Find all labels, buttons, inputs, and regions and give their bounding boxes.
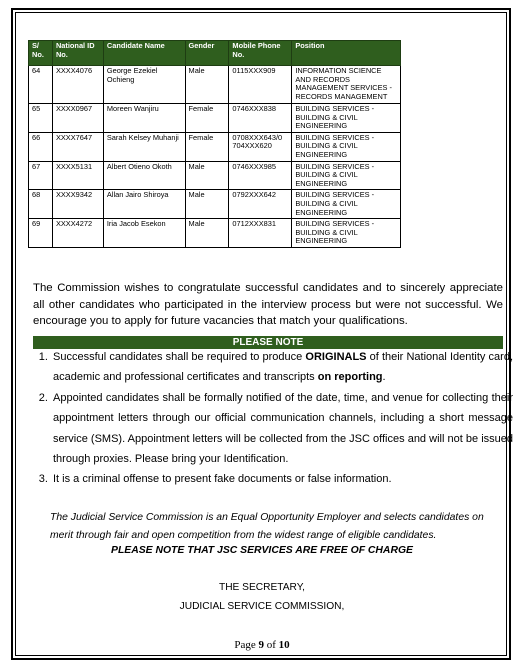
cell-national-id: XXXX9342 [52, 190, 103, 219]
signature-title: THE SECRETARY, [218, 582, 306, 593]
table-row [29, 161, 401, 190]
footer-of-word: of [266, 639, 276, 651]
equal-opportunity-statement: The Judicial Service Commission is an Equal Opportunity Employer and selects candidates on merit through fair and open competition from the widest range of eligible candidates. [50, 512, 484, 541]
cell-gender: Male [185, 219, 229, 248]
cell-gender: Male [185, 161, 229, 190]
note-emphasis-on-reporting: on reporting [317, 371, 383, 384]
note-item-text: of their National Identity card, academic and professional certificates and transcripts [53, 351, 513, 384]
cell-position: BUILDING SERVICES - BUILDING & CIVIL ENGINEERING [292, 132, 401, 161]
notes-list [33, 347, 513, 490]
cell-candidate-name: Iria Jacob Esekon [103, 219, 185, 248]
cell-mobile: 0708XXX643/0 704XXX620 [229, 132, 292, 161]
note-item-text: . [382, 371, 386, 384]
cell-position: BUILDING SERVICES - BUILDING & CIVIL ENGINEERING [292, 219, 401, 248]
cell-candidate-name: Albert Otieno Okoth [103, 161, 185, 190]
congratulations-paragraph: The Commission wishes to congratulate successful candidates and to sincerely appreciate all other candidates who participated in the interview process but were not successful. We encourage you to apply for future vacancies that match your qualifications. [33, 282, 503, 327]
cell-mobile: 0712XXX831 [229, 219, 292, 248]
cell-gender: Female [185, 132, 229, 161]
cell-mobile: 0115XXX909 [229, 66, 292, 104]
page-footer [0, 639, 524, 651]
cell-candidate-name: Allan Jairo Shiroya [103, 190, 185, 219]
col-header-position: Position [292, 41, 401, 66]
candidates-table [28, 40, 401, 248]
cell-mobile: 0792XXX642 [229, 190, 292, 219]
table-row [29, 132, 401, 161]
footer-page-word: Page [234, 639, 256, 651]
cell-national-id: XXXX7647 [52, 132, 103, 161]
cell-sno: 64 [29, 66, 53, 104]
cell-national-id: XXXX4076 [52, 66, 103, 104]
signature-organization: JUDICIAL SERVICE COMMISSION, [179, 601, 345, 612]
cell-sno: 68 [29, 190, 53, 219]
cell-candidate-name: George Ezekiel Ochieng [103, 66, 185, 104]
note-item-originals [51, 347, 513, 388]
col-header-gender: Gender [185, 41, 229, 66]
cell-position: BUILDING SERVICES - BUILDING & CIVIL ENGINEERING [292, 104, 401, 133]
please-note-heading: PLEASE NOTE [33, 336, 503, 349]
table-header-row [29, 41, 401, 66]
col-header-national-id: National ID No. [52, 41, 103, 66]
table-row [29, 104, 401, 133]
cell-sno: 66 [29, 132, 53, 161]
note-item-appointment: 2. Appointed candidates shall be formally notified of the date, time, and venue for collecting their appointment letters through our official communication channels, including a short message service (SMS). Appointment letters will be collected from the JSC offices and will not be issued through proxies. Please bring your Identification. [51, 388, 513, 470]
cell-national-id: XXXX4272 [52, 219, 103, 248]
footer-page-total: 10 [278, 639, 290, 651]
free-of-charge-notice: PLEASE NOTE THAT JSC SERVICES ARE FREE OF CHARGE [111, 545, 413, 556]
cell-gender: Male [185, 190, 229, 219]
cell-national-id: XXXX5131 [52, 161, 103, 190]
cell-candidate-name: Moreen Wanjiru [103, 104, 185, 133]
footer-page-number: 9 [258, 639, 264, 651]
table-row [29, 190, 401, 219]
cell-candidate-name: Sarah Kelsey Muhanji [103, 132, 185, 161]
cell-mobile: 0746XXX985 [229, 161, 292, 190]
col-header-candidate-name: Candidate Name [103, 41, 185, 66]
cell-position: BUILDING SERVICES - BUILDING & CIVIL ENGINEERING [292, 161, 401, 190]
cell-gender: Male [185, 66, 229, 104]
table-row [29, 66, 401, 104]
note-item-fake-documents: 3. It is a criminal offense to present fake documents or false information. [51, 469, 513, 489]
cell-sno: 69 [29, 219, 53, 248]
cell-sno: 67 [29, 161, 53, 190]
cell-position: BUILDING SERVICES - BUILDING & CIVIL ENGINEERING [292, 190, 401, 219]
cell-sno: 65 [29, 104, 53, 133]
col-header-sno: S/ No. [29, 41, 53, 66]
cell-national-id: XXXX0967 [52, 104, 103, 133]
note-item-text: Successful candidates shall be required to produce [53, 351, 306, 363]
cell-mobile: 0746XXX838 [229, 104, 292, 133]
col-header-mobile: Mobile Phone No. [229, 41, 292, 66]
cell-position: INFORMATION SCIENCE AND RECORDS MANAGEMENT SERVICES - RECORDS MANAGEMENT [292, 66, 401, 104]
note-emphasis-originals: ORIGINALS [305, 351, 367, 363]
cell-gender: Female [185, 104, 229, 133]
table-row [29, 219, 401, 248]
